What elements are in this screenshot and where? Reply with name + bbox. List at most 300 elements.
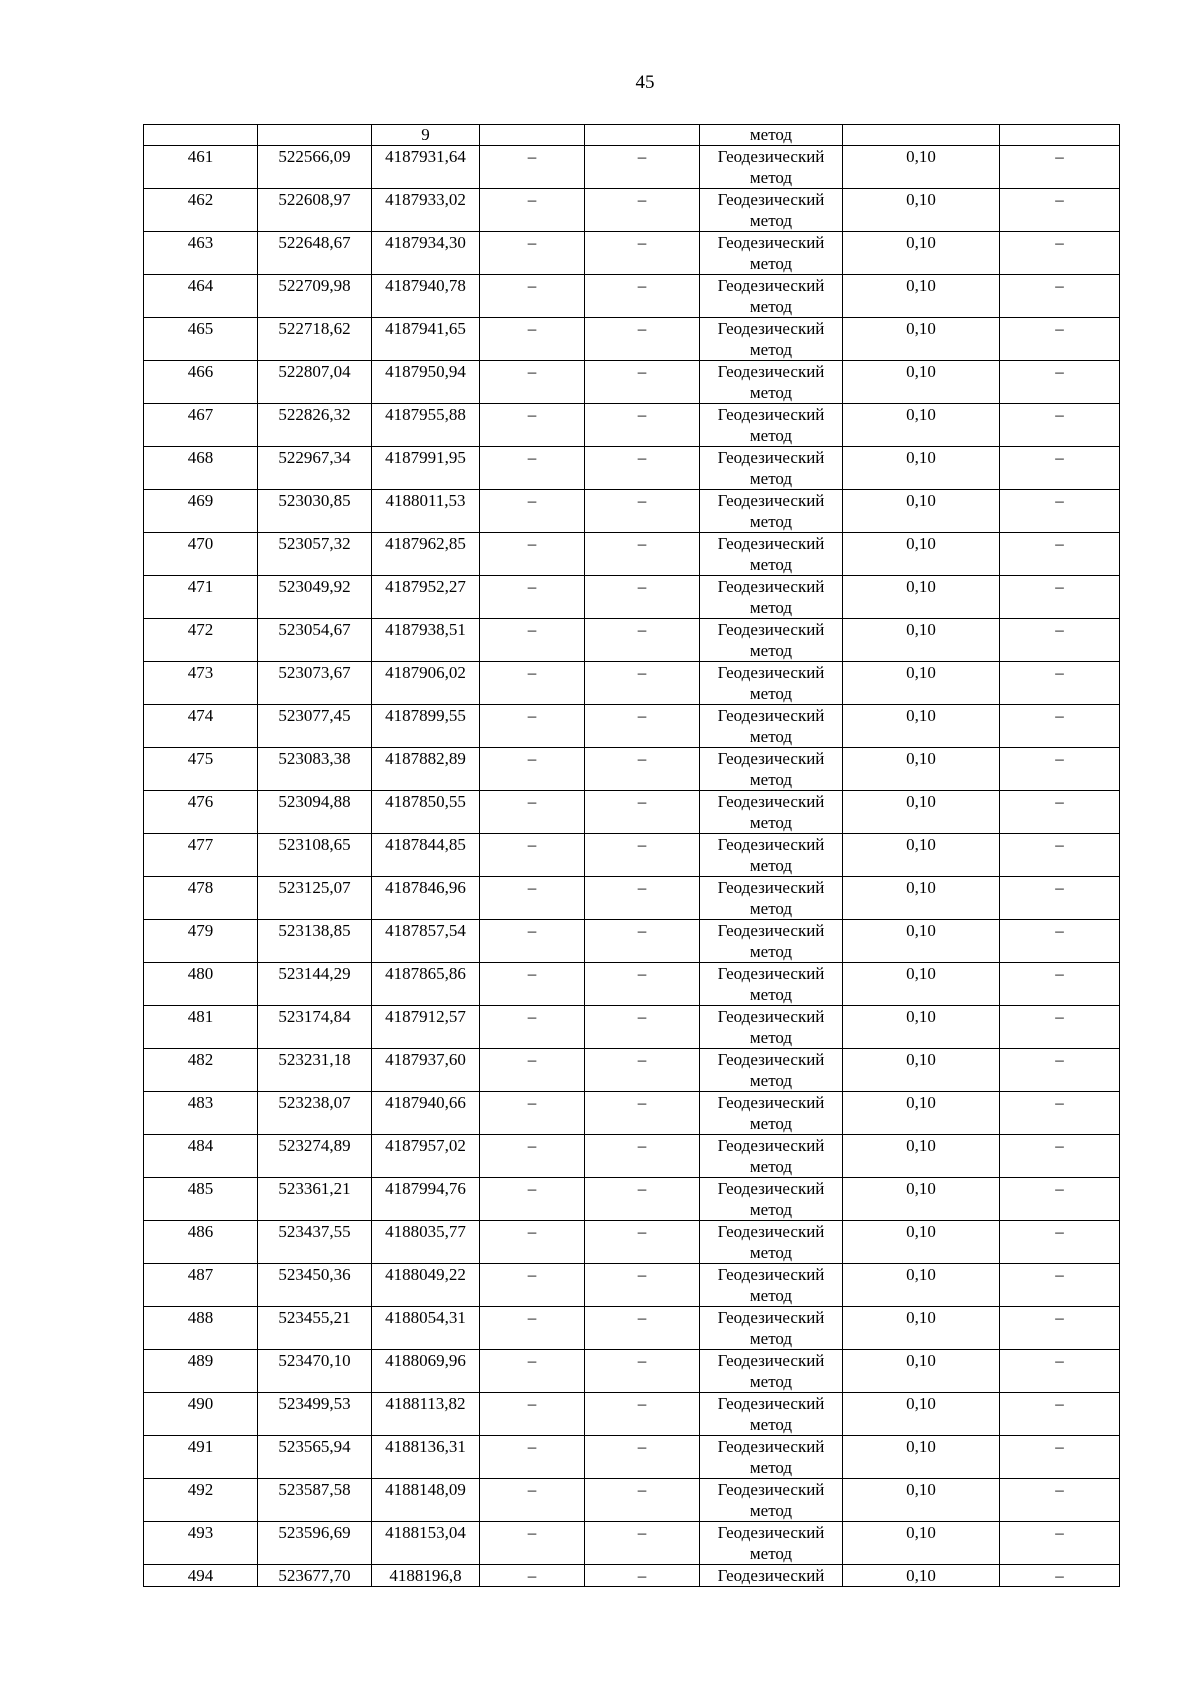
cell-y-coordinate: 4188011,53 [372,490,480,533]
cell-method: Геодезический метод [700,834,843,877]
cell-x-coordinate: 523437,55 [258,1221,372,1264]
table-row-continuation [144,125,1120,146]
cell-col-4: – [480,1307,585,1350]
cell-point-number: 470 [144,533,258,576]
cell-col-4: – [480,1264,585,1307]
cell-col-8: – [1000,834,1120,877]
cell-method: Геодезический метод [700,189,843,232]
cell-col-5: – [585,1221,700,1264]
cell-point-number: 488 [144,1307,258,1350]
cell-col-8: – [1000,791,1120,834]
cell-col-8: – [1000,1264,1120,1307]
cell-col-8: – [1000,1221,1120,1264]
cell-col-8: – [1000,447,1120,490]
cell-col-4: – [480,619,585,662]
cell-col-8: – [1000,232,1120,275]
cell-col-5: – [585,748,700,791]
cell-method: Геодезический [700,1565,843,1587]
cell-y-coordinate: 4188136,31 [372,1436,480,1479]
table-row [144,1092,1120,1135]
cell-x-coordinate: 523144,29 [258,963,372,1006]
cell-col-8: – [1000,1522,1120,1565]
cell-col-5: – [585,1135,700,1178]
cell-col-8: – [1000,275,1120,318]
cell-method: Геодезический метод [700,791,843,834]
cell-method: Геодезический метод [700,576,843,619]
cell-col-8: – [1000,490,1120,533]
cell-col-4: – [480,318,585,361]
cell-col-5: – [585,361,700,404]
cell-method: Геодезический метод [700,146,843,189]
cell-col-8: – [1000,619,1120,662]
cell-point-number: 492 [144,1479,258,1522]
table-row [144,963,1120,1006]
cell-col-5: – [585,447,700,490]
cell-point-number: 466 [144,361,258,404]
cell-accuracy: 0,10 [843,404,1000,447]
cell-col-8: – [1000,1350,1120,1393]
table-row [144,490,1120,533]
cell-accuracy: 0,10 [843,662,1000,705]
cell-accuracy: 0,10 [843,1221,1000,1264]
cell-point-number: 478 [144,877,258,920]
cell-accuracy: 0,10 [843,1049,1000,1092]
cell-accuracy: 0,10 [843,447,1000,490]
cell-col-5: – [585,791,700,834]
cell-point-number: 465 [144,318,258,361]
cell-col-5: – [585,533,700,576]
cell-y-coordinate: 4187931,64 [372,146,480,189]
cell-col-4: – [480,920,585,963]
cell-method: Геодезический метод [700,490,843,533]
cell-point-number: 469 [144,490,258,533]
cell-y-coordinate: 4187955,88 [372,404,480,447]
cell-x-coordinate: 523470,10 [258,1350,372,1393]
cell-col-5: – [585,1307,700,1350]
cell-accuracy: 0,10 [843,490,1000,533]
cell-method: Геодезический метод [700,1393,843,1436]
cell-accuracy: 0,10 [843,1565,1000,1587]
cell-accuracy: 0,10 [843,963,1000,1006]
cell-y-coordinate: 4188113,82 [372,1393,480,1436]
cell-col-4: – [480,963,585,1006]
cell-col-5: – [585,877,700,920]
cell-col-4: – [480,146,585,189]
cell-col-8: – [1000,1092,1120,1135]
table-row [144,1565,1120,1587]
table-row [144,1307,1120,1350]
table-row [144,1264,1120,1307]
cell-accuracy: 0,10 [843,232,1000,275]
cell-col-8: – [1000,1565,1120,1587]
cell-y-coordinate: 4187933,02 [372,189,480,232]
cell-point-number: 467 [144,404,258,447]
cell-col-5: – [585,189,700,232]
cell-col-5: – [585,275,700,318]
cell-x-coordinate: 522718,62 [258,318,372,361]
cell-x-coordinate: 522826,32 [258,404,372,447]
cell-col-8: – [1000,1436,1120,1479]
cell-point-number: 481 [144,1006,258,1049]
cell-col-8: – [1000,533,1120,576]
cell-accuracy: 0,10 [843,920,1000,963]
cell-point-number: 471 [144,576,258,619]
cell-col-4: – [480,834,585,877]
cell-accuracy: 0,10 [843,361,1000,404]
cell-x-coordinate: 523108,65 [258,834,372,877]
cell-col-5: – [585,834,700,877]
cell-point-number: 491 [144,1436,258,1479]
cell-method: Геодезический метод [700,275,843,318]
cell-col-5: – [585,576,700,619]
cell-method: Геодезический метод [700,1307,843,1350]
table-row [144,533,1120,576]
cell-point-number: 464 [144,275,258,318]
cell-accuracy: 0,10 [843,1522,1000,1565]
cell-y-coordinate: 9 [372,125,480,146]
cell-method: Геодезический метод [700,963,843,1006]
cell-x-coordinate: 523455,21 [258,1307,372,1350]
cell-x-coordinate: 523049,92 [258,576,372,619]
cell-accuracy: 0,10 [843,1307,1000,1350]
cell-y-coordinate: 4187882,89 [372,748,480,791]
cell-x-coordinate: 522709,98 [258,275,372,318]
cell-x-coordinate: 523499,53 [258,1393,372,1436]
cell-y-coordinate: 4188196,8 [372,1565,480,1587]
cell-col-8: – [1000,361,1120,404]
cell-y-coordinate: 4187844,85 [372,834,480,877]
cell-col-4: – [480,748,585,791]
cell-col-5: – [585,1479,700,1522]
cell-col-4: – [480,189,585,232]
cell-col-8: – [1000,1006,1120,1049]
cell-y-coordinate: 4187952,27 [372,576,480,619]
cell-col-4: – [480,877,585,920]
cell-col-8: – [1000,748,1120,791]
cell-accuracy: 0,10 [843,748,1000,791]
cell-method: Геодезический метод [700,748,843,791]
cell-col-5: – [585,920,700,963]
cell-x-coordinate: 523057,32 [258,533,372,576]
cell-x-coordinate: 523596,69 [258,1522,372,1565]
cell-y-coordinate: 4188069,96 [372,1350,480,1393]
table-row [144,404,1120,447]
cell-point-number: 493 [144,1522,258,1565]
cell-accuracy: 0,10 [843,1393,1000,1436]
cell-method: метод [700,125,843,146]
cell-method: Геодезический метод [700,232,843,275]
cell-col-5: – [585,1393,700,1436]
cell-accuracy: 0,10 [843,1006,1000,1049]
table-row [144,920,1120,963]
cell-y-coordinate: 4187934,30 [372,232,480,275]
cell-method: Геодезический метод [700,361,843,404]
cell-method: Геодезический метод [700,1092,843,1135]
cell-accuracy: 0,10 [843,189,1000,232]
table-row [144,318,1120,361]
cell-method: Геодезический метод [700,877,843,920]
cell-accuracy: 0,10 [843,1479,1000,1522]
cell-method: Геодезический метод [700,533,843,576]
cell-col-8: – [1000,662,1120,705]
cell-col-4: – [480,1092,585,1135]
cell-col-5: – [585,1178,700,1221]
cell-point-number: 479 [144,920,258,963]
table-row [144,705,1120,748]
cell-accuracy: 0,10 [843,1178,1000,1221]
cell-col-5: – [585,318,700,361]
cell-y-coordinate: 4187994,76 [372,1178,480,1221]
cell-col-4: – [480,361,585,404]
cell-x-coordinate: 522608,97 [258,189,372,232]
cell-x-coordinate: 523077,45 [258,705,372,748]
cell-col-4: – [480,662,585,705]
cell-col-8: – [1000,705,1120,748]
cell-x-coordinate: 523361,21 [258,1178,372,1221]
cell-col-8: – [1000,1307,1120,1350]
cell-col-5: – [585,1006,700,1049]
cell-col-4: – [480,490,585,533]
cell-col-8: – [1000,146,1120,189]
cell-point-number [144,125,258,146]
cell-col-8: – [1000,576,1120,619]
cell-x-coordinate: 523565,94 [258,1436,372,1479]
cell-col-5: – [585,1049,700,1092]
cell-col-5 [585,125,700,146]
cell-point-number: 476 [144,791,258,834]
cell-col-4: – [480,275,585,318]
cell-method: Геодезический метод [700,1006,843,1049]
cell-col-4: – [480,533,585,576]
cell-col-4: – [480,1178,585,1221]
cell-col-5: – [585,146,700,189]
cell-col-4: – [480,232,585,275]
table-row [144,1006,1120,1049]
cell-method: Геодезический метод [700,1350,843,1393]
cell-col-4: – [480,1393,585,1436]
table-row [144,1522,1120,1565]
cell-accuracy: 0,10 [843,1264,1000,1307]
cell-y-coordinate: 4187850,55 [372,791,480,834]
cell-y-coordinate: 4188049,22 [372,1264,480,1307]
cell-col-4: – [480,447,585,490]
cell-point-number: 475 [144,748,258,791]
cell-col-8: – [1000,1479,1120,1522]
cell-y-coordinate: 4187940,78 [372,275,480,318]
cell-x-coordinate [258,125,372,146]
cell-accuracy: 0,10 [843,576,1000,619]
cell-accuracy: 0,10 [843,834,1000,877]
cell-point-number: 480 [144,963,258,1006]
cell-point-number: 487 [144,1264,258,1307]
cell-accuracy: 0,10 [843,318,1000,361]
cell-method: Геодезический метод [700,404,843,447]
cell-col-4: – [480,404,585,447]
cell-point-number: 461 [144,146,258,189]
cell-accuracy: 0,10 [843,1350,1000,1393]
cell-accuracy: 0,10 [843,146,1000,189]
cell-method: Геодезический метод [700,619,843,662]
cell-col-8: – [1000,189,1120,232]
cell-y-coordinate: 4187957,02 [372,1135,480,1178]
cell-method: Геодезический метод [700,1522,843,1565]
cell-x-coordinate: 523073,67 [258,662,372,705]
cell-col-5: – [585,619,700,662]
cell-col-5: – [585,1565,700,1587]
coordinates-table [143,124,1120,1587]
cell-point-number: 483 [144,1092,258,1135]
cell-y-coordinate: 4187906,02 [372,662,480,705]
cell-col-5: – [585,1436,700,1479]
cell-accuracy: 0,10 [843,1092,1000,1135]
cell-y-coordinate: 4187937,60 [372,1049,480,1092]
cell-y-coordinate: 4187857,54 [372,920,480,963]
table-row [144,189,1120,232]
cell-point-number: 473 [144,662,258,705]
cell-y-coordinate: 4187940,66 [372,1092,480,1135]
cell-point-number: 484 [144,1135,258,1178]
table-row [144,447,1120,490]
cell-y-coordinate: 4187938,51 [372,619,480,662]
cell-accuracy: 0,10 [843,791,1000,834]
cell-x-coordinate: 523030,85 [258,490,372,533]
table-row [144,1049,1120,1092]
cell-point-number: 494 [144,1565,258,1587]
cell-x-coordinate: 523450,36 [258,1264,372,1307]
cell-col-4: – [480,1479,585,1522]
cell-method: Геодезический метод [700,1221,843,1264]
cell-col-8: – [1000,963,1120,1006]
cell-method: Геодезический метод [700,318,843,361]
cell-x-coordinate: 522648,67 [258,232,372,275]
cell-accuracy: 0,10 [843,1135,1000,1178]
table-row [144,1135,1120,1178]
cell-col-4: – [480,1006,585,1049]
cell-x-coordinate: 523094,88 [258,791,372,834]
cell-y-coordinate: 4187950,94 [372,361,480,404]
table-row [144,1479,1120,1522]
cell-col-4: – [480,705,585,748]
cell-method: Геодезический метод [700,705,843,748]
cell-col-8: – [1000,318,1120,361]
cell-x-coordinate: 523274,89 [258,1135,372,1178]
cell-x-coordinate: 522967,34 [258,447,372,490]
cell-col-4: – [480,576,585,619]
cell-col-4: – [480,1565,585,1587]
cell-point-number: 485 [144,1178,258,1221]
cell-accuracy [843,125,1000,146]
table-row [144,146,1120,189]
cell-col-8: – [1000,1178,1120,1221]
cell-method: Геодезический метод [700,1178,843,1221]
cell-col-5: – [585,404,700,447]
cell-col-8 [1000,125,1120,146]
page-number: 45 [635,72,655,93]
cell-col-8: – [1000,1135,1120,1178]
table-row [144,275,1120,318]
cell-point-number: 463 [144,232,258,275]
cell-point-number: 490 [144,1393,258,1436]
table-row [144,748,1120,791]
cell-accuracy: 0,10 [843,705,1000,748]
cell-method: Геодезический метод [700,1436,843,1479]
cell-col-5: – [585,1092,700,1135]
cell-col-8: – [1000,404,1120,447]
cell-point-number: 462 [144,189,258,232]
cell-y-coordinate: 4187865,86 [372,963,480,1006]
cell-method: Геодезический метод [700,920,843,963]
table-row [144,834,1120,877]
cell-y-coordinate: 4188148,09 [372,1479,480,1522]
cell-x-coordinate: 522807,04 [258,361,372,404]
table-row [144,1178,1120,1221]
cell-col-5: – [585,490,700,533]
cell-method: Геодезический метод [700,1479,843,1522]
cell-col-4: – [480,1221,585,1264]
cell-col-8: – [1000,1049,1120,1092]
table-row [144,791,1120,834]
cell-col-5: – [585,963,700,1006]
table-row [144,232,1120,275]
cell-col-5: – [585,705,700,748]
cell-y-coordinate: 4187962,85 [372,533,480,576]
table-row [144,662,1120,705]
cell-col-5: – [585,1350,700,1393]
cell-x-coordinate: 523231,18 [258,1049,372,1092]
cell-y-coordinate: 4187941,65 [372,318,480,361]
cell-y-coordinate: 4187846,96 [372,877,480,920]
cell-y-coordinate: 4188035,77 [372,1221,480,1264]
cell-method: Геодезический метод [700,1049,843,1092]
cell-col-5: – [585,1264,700,1307]
table-row [144,877,1120,920]
cell-col-5: – [585,662,700,705]
cell-y-coordinate: 4187991,95 [372,447,480,490]
table-row [144,361,1120,404]
cell-point-number: 477 [144,834,258,877]
cell-col-8: – [1000,1393,1120,1436]
cell-point-number: 468 [144,447,258,490]
cell-method: Геодезический метод [700,447,843,490]
cell-accuracy: 0,10 [843,1436,1000,1479]
cell-method: Геодезический метод [700,1264,843,1307]
cell-x-coordinate: 523587,58 [258,1479,372,1522]
cell-accuracy: 0,10 [843,533,1000,576]
cell-point-number: 486 [144,1221,258,1264]
cell-point-number: 482 [144,1049,258,1092]
cell-col-4: – [480,1350,585,1393]
cell-col-4: – [480,1436,585,1479]
table-row [144,1393,1120,1436]
cell-col-4: – [480,791,585,834]
cell-col-8: – [1000,877,1120,920]
cell-accuracy: 0,10 [843,619,1000,662]
cell-x-coordinate: 523054,67 [258,619,372,662]
cell-x-coordinate: 523174,84 [258,1006,372,1049]
cell-point-number: 472 [144,619,258,662]
cell-x-coordinate: 522566,09 [258,146,372,189]
cell-y-coordinate: 4187899,55 [372,705,480,748]
cell-y-coordinate: 4188153,04 [372,1522,480,1565]
table-row [144,1436,1120,1479]
table-row [144,1221,1120,1264]
cell-col-8: – [1000,920,1120,963]
cell-method: Геодезический метод [700,662,843,705]
cell-accuracy: 0,10 [843,877,1000,920]
cell-method: Геодезический метод [700,1135,843,1178]
cell-point-number: 474 [144,705,258,748]
cell-y-coordinate: 4187912,57 [372,1006,480,1049]
